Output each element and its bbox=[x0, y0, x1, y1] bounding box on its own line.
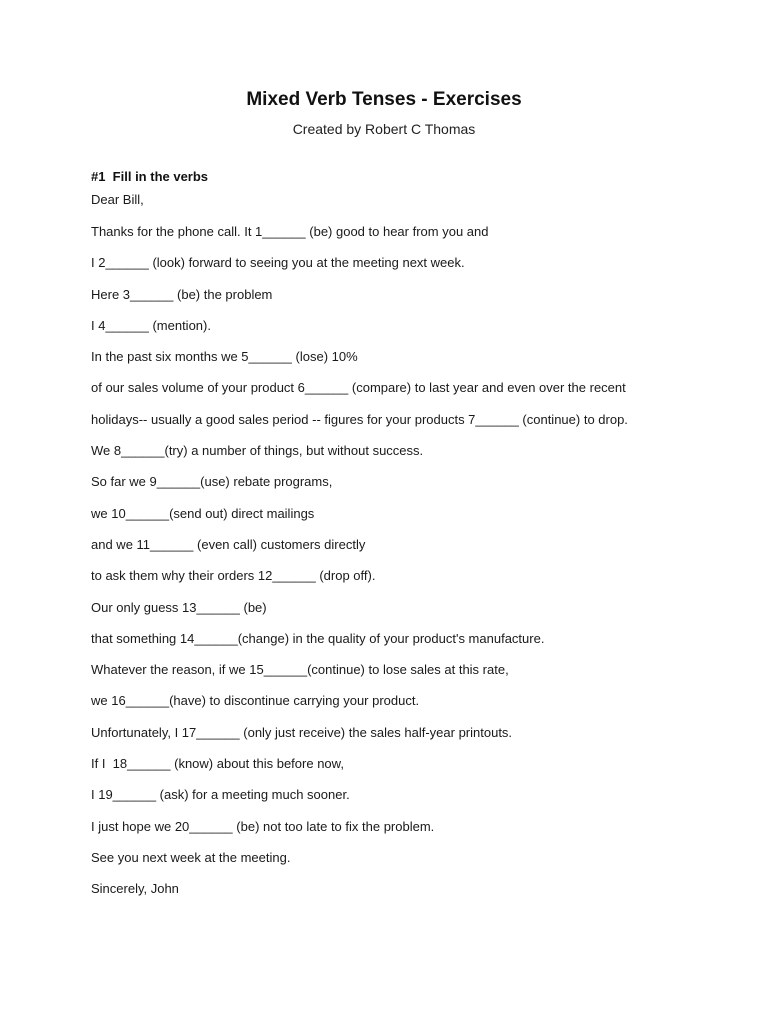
exercise-line: Our only guess 13______ (be) bbox=[91, 599, 267, 615]
exercise-line: Whatever the reason, if we 15______(continue) to lose sales at this rate, bbox=[91, 662, 509, 678]
exercise-line: Unfortunately, I 17______ (only just receive) the sales half-year printouts. bbox=[91, 724, 513, 740]
letter-signature: Sincerely, John bbox=[91, 881, 179, 897]
exercise-line: Here 3______ (be) the problem bbox=[91, 286, 273, 302]
exercise-line: and we 11______ (even call) customers directly bbox=[91, 536, 366, 552]
exercise-line: In the past six months we 5______ (lose) 10% bbox=[91, 349, 358, 365]
exercise-line: I 2______ (look) forward to seeing you at the meeting next week. bbox=[91, 255, 465, 271]
exercise-line: I 19______ (ask) for a meeting much sooner. bbox=[91, 787, 350, 803]
exercise-line: holidays-- usually a good sales period -- figures for your products 7______ (continue) to drop. bbox=[91, 411, 628, 427]
exercise-line: that something 14______(change) in the quality of your product's manufacture. bbox=[91, 630, 545, 646]
exercise-line: Thanks for the phone call. It 1______ (be) good to hear from you and bbox=[91, 224, 489, 239]
document-author: Created by Robert C Thomas bbox=[292, 121, 476, 137]
document-title: Mixed Verb Tenses - Exercises bbox=[246, 89, 522, 110]
exercise-line: I 4______ (mention). bbox=[91, 317, 211, 333]
exercise-line: we 10______(send out) direct mailings bbox=[91, 505, 315, 521]
exercise-line: If I 18______ (know) about this before now, bbox=[91, 756, 344, 772]
letter-closing-line: See you next week at the meeting. bbox=[91, 849, 291, 865]
exercise-line: We 8______(try) a number of things, but without success. bbox=[91, 443, 424, 459]
exercise-line: So far we 9______(use) rebate programs, bbox=[91, 474, 333, 490]
exercise-line: to ask them why their orders 12______ (drop off). bbox=[91, 568, 376, 584]
exercise-line: we 16______(have) to discontinue carrying your product. bbox=[91, 693, 420, 709]
exercise-line: of our sales volume of your product 6______ (compare) to last year and even over the recent bbox=[91, 380, 626, 396]
letter-greeting: Dear Bill, bbox=[91, 192, 144, 207]
exercise-lines bbox=[91, 224, 731, 913]
section-heading: #1 Fill in the verbs bbox=[91, 169, 209, 184]
exercise-line: I just hope we 20______ (be) not too late to fix the problem. bbox=[91, 818, 435, 834]
